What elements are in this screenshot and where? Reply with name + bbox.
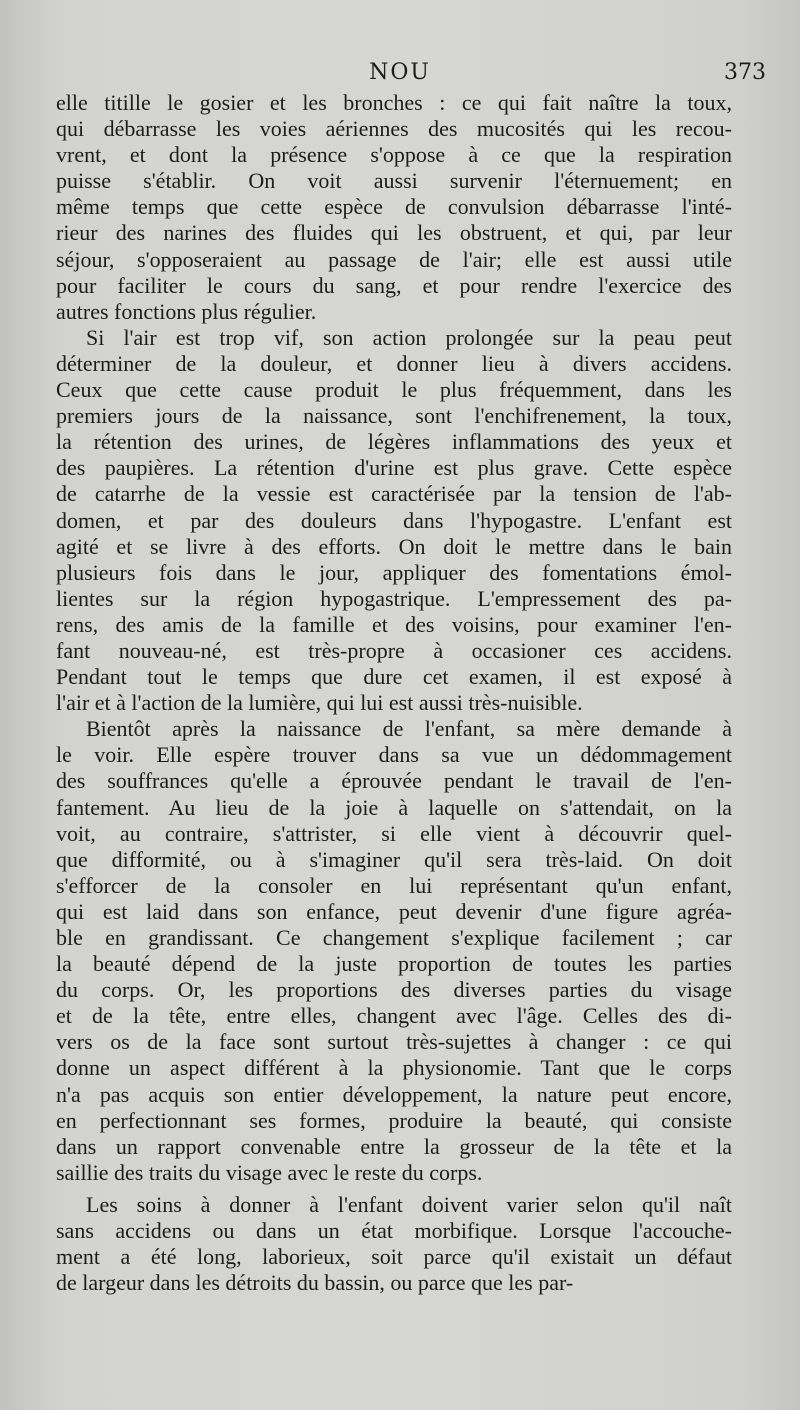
paragraph xyxy=(56,90,732,325)
text-line: la beauté dépend de la juste proportion de toutes les parties xyxy=(56,951,732,977)
text-line: voit, au contraire, s'attrister, si elle vient à découvrir quel- xyxy=(56,820,732,846)
body-text xyxy=(56,90,732,1296)
text-line: même temps que cette espèce de convulsion débarrasse l'inté- xyxy=(56,194,732,220)
text-line: déterminer de la douleur, et donner lieu à divers accidens. xyxy=(56,350,732,376)
text-line: des souffrances qu'elle a éprouvée pendant le travail de l'en- xyxy=(56,768,732,794)
paragraph xyxy=(56,1192,732,1296)
text-line: dans un rapport convenable entre la grosseur de la tête et la xyxy=(56,1133,732,1159)
text-line: que difformité, ou à s'imaginer qu'il sera très-laid. On doit xyxy=(56,846,732,872)
text-line: ment a été long, laborieux, soit parce qu'il existait un défaut xyxy=(56,1244,732,1270)
text-line: pour faciliter le cours du sang, et pour rendre l'exercice des xyxy=(56,272,732,298)
text-line: vers os de la face sont surtout très-sujettes à changer : ce qui xyxy=(56,1029,732,1055)
text-line: sans accidens ou dans un état morbifique. Lorsque l'accouche- xyxy=(56,1218,732,1244)
paragraph xyxy=(56,716,732,1186)
text-line: elle titille le gosier et les bronches : ce qui fait naître la toux, xyxy=(56,90,732,115)
text-line: ble en grandissant. Ce changement s'explique facilement ; car xyxy=(56,925,732,950)
text-line: vrent, et dont la présence s'oppose à ce que la respiration xyxy=(56,142,732,168)
text-line: en perfectionnant ses formes, produire la beauté, qui consiste xyxy=(56,1107,732,1133)
text-line: domen, et par des douleurs dans l'hypogastre. L'enfant est xyxy=(56,507,732,533)
text-line: Pendant tout le temps que dure cet examen, il est exposé à xyxy=(56,664,732,690)
page-header xyxy=(0,60,800,90)
text-line: Bientôt après la naissance de l'enfant, sa mère demande à xyxy=(86,716,732,742)
text-line: donne un aspect différent à la physionomie. Tant que le corps xyxy=(56,1055,732,1081)
text-line: saillie des traits du visage avec le reste du corps. xyxy=(56,1159,483,1185)
text-line: Les soins à donner à l'enfant doivent varier selon qu'il naît xyxy=(86,1191,732,1217)
text-line: fant nouveau-né, est très-propre à occasioner ces accidens. xyxy=(56,637,732,663)
text-line: et de la tête, entre elles, changent avec l'âge. Celles des di- xyxy=(56,1003,732,1029)
text-line: de largeur dans les détroits du bassin, ou parce que les par- xyxy=(56,1270,574,1296)
text-line: la rétention des urines, de légères inflammations des yeux et xyxy=(56,429,732,455)
page-number: 373 xyxy=(724,60,766,85)
text-line: du corps. Or, les proportions des diverses parties du visage xyxy=(56,977,732,1003)
text-line: puisse s'établir. On voit aussi survenir l'éternuement; en xyxy=(56,168,732,194)
text-line: rieur des narines des fluides qui les obstruent, et qui, par leur xyxy=(56,220,732,246)
paragraph xyxy=(56,325,732,716)
text-line: de catarrhe de la vessie est caractérisée par la tension de l'ab- xyxy=(56,481,732,507)
text-line: séjour, s'opposeraient au passage de l'air; elle est aussi utile xyxy=(56,246,732,272)
running-head: NOU xyxy=(369,60,431,85)
text-line: premiers jours de la naissance, sont l'enchifrenement, la toux, xyxy=(56,403,732,429)
text-line: l'air et à l'action de la lumière, qui lui est aussi très-nuisible. xyxy=(56,690,583,716)
text-line: qui est laid dans son enfance, peut devenir d'une figure agréa- xyxy=(56,898,732,924)
text-line: plusieurs fois dans le jour, appliquer des fomentations émol- xyxy=(56,559,732,585)
text-line: qui débarrasse les voies aériennes des mucosités qui les recou- xyxy=(56,116,732,142)
text-line: le voir. Elle espère trouver dans sa vue un dédommagement xyxy=(56,742,732,768)
text-line: des paupières. La rétention d'urine est plus grave. Cette espèce xyxy=(56,455,732,481)
text-line: Ceux que cette cause produit le plus fréquemment, dans les xyxy=(56,377,732,403)
text-line: Si l'air est trop vif, son action prolongée sur la peau peut xyxy=(86,324,732,350)
text-line: s'efforcer de la consoler en lui représentant qu'un enfant, xyxy=(56,872,732,898)
text-line: rens, des amis de la famille et des voisins, pour examiner l'en- xyxy=(56,611,732,637)
text-line: agité et se livre à des efforts. On doit le mettre dans le bain xyxy=(56,533,732,559)
text-line: autres fonctions plus régulier. xyxy=(56,298,317,324)
text-line: fantement. Au lieu de la joie à laquelle on s'attendait, on la xyxy=(56,794,732,820)
text-line: n'a pas acquis son entier développement, la nature peut encore, xyxy=(56,1081,732,1107)
text-line: lientes sur la région hypogastrique. L'empressement des pa- xyxy=(56,585,732,611)
